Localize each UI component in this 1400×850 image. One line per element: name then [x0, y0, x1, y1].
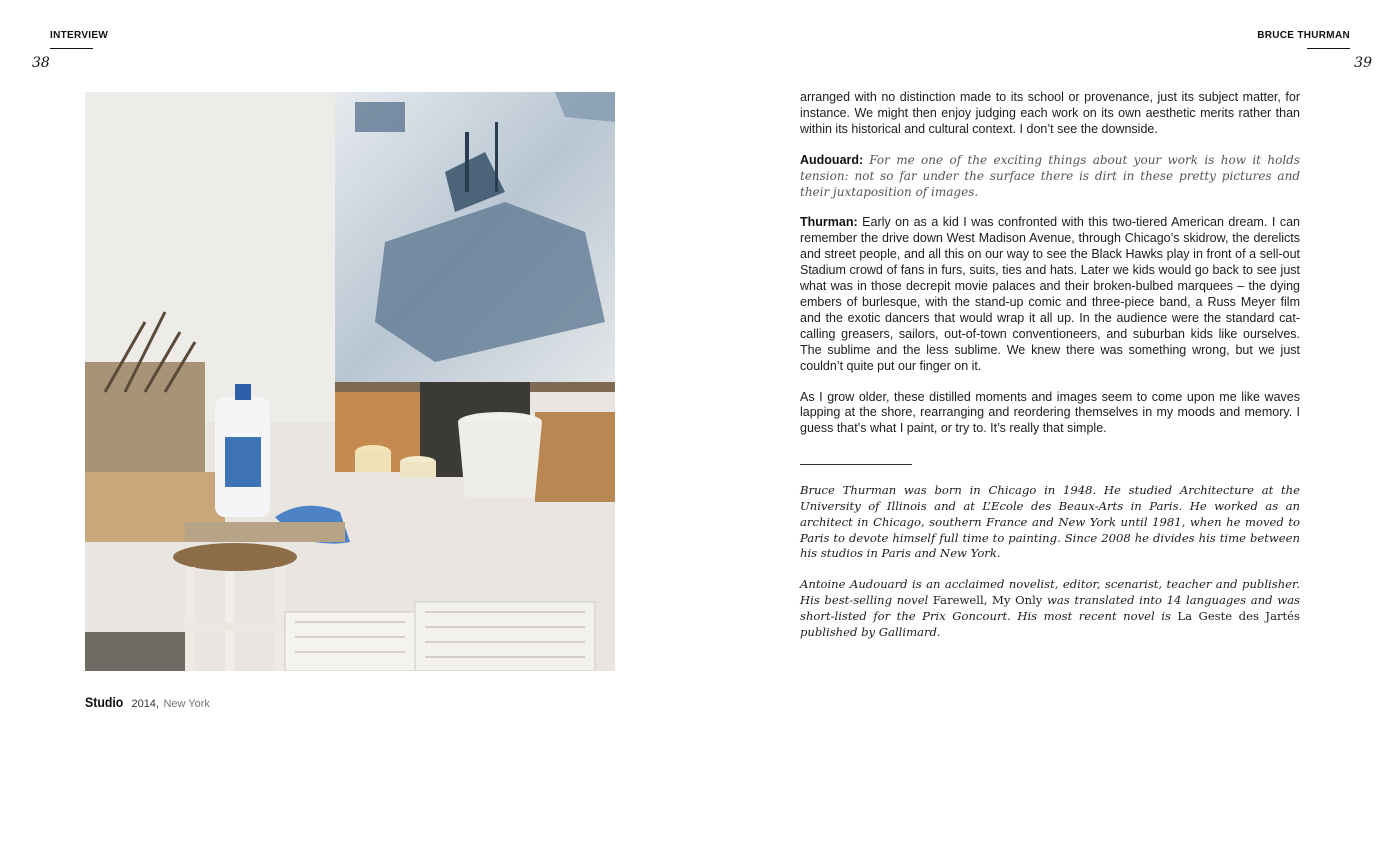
bio-audouard [800, 577, 1300, 640]
article-column [800, 90, 1300, 640]
running-head-left-rule [50, 48, 93, 49]
page-number-right: 39 [1354, 55, 1372, 71]
caption-year: 2014, [131, 698, 159, 710]
running-head-left: INTERVIEW [50, 30, 109, 41]
speaker-audouard: Audouard: [800, 152, 864, 167]
book-title-farewell: Farewell, My Only [932, 593, 1043, 607]
studio-photo-image [85, 92, 615, 671]
running-head-right: BRUCE THURMAN [1257, 30, 1350, 41]
question-paragraph [800, 153, 1300, 201]
photo-caption [85, 694, 210, 712]
running-head-right-rule [1307, 48, 1350, 49]
answer-paragraph [800, 215, 1300, 374]
bio-audouard-part2: was translated into 14 languages and was short-listed for the Prix Goncourt. His most recent novel is [800, 593, 1301, 623]
paragraph-closing: As I grow older, these distilled moments and images seem to come upon me like waves lapping at the shore, rearranging and reordering themselves in my moods and memory. I guess that’s what I paint, or try to. It’s really that simple. [800, 389, 1300, 436]
book-title-la-geste: La Geste des Jartés [1177, 608, 1300, 623]
paragraph-intro: arranged with no distinction made to its school or provenance, just its subject matter, for instance. We might then enjoy judging each work on its own aesthetic merits rather than within its historical and cultural context. I don’t see the downside. [800, 90, 1300, 136]
bio-divider [800, 464, 912, 465]
page-number-left: 38 [32, 55, 50, 71]
bio-audouard-part1: Antoine Audouard is an acclaimed novelist, editor, scenarist, teacher and publisher. His best-selling novel [800, 577, 1300, 607]
bio-thurman: Bruce Thurman was born in Chicago in 1948. He studied Architecture at the University of Illinois and at L’Ecole des Beaux-Arts in Paris. He worked as an architect in Chicago, southern France and New York until 1981, when he moved to Paris to devote himself full time to painting. Since 2008 he divides his time between his studios in Paris and New York. [800, 483, 1300, 561]
bio-audouard-part3: published by Gallimard. [800, 624, 941, 639]
caption-place: New York [163, 698, 210, 710]
caption-title: Studio [85, 694, 124, 710]
speaker-thurman: Thurman: [800, 215, 858, 230]
answer-text: Early on as a kid I was confronted with this two-tiered American dream. I can remember the drive down West Madison Avenue, through Chicago’s skidrow, the derelicts and street people, and all this on our way to see the Black Hawks play in front of a sell-out Stadium crowd of fans in furs, suits, ties and hats. Later we kids would go back to see just what was in those decrepit movie palaces and their broken-bulbed marquees – the dying embers of burlesque, with the stand-up comic and three-piece band, a Russ Meyer film and the exotic dancers that would wrap it all up. In the audience were the standard cat-calling greasers, sailors, out-of-town conventioneers, and suburban kids like ourselves. The sublime and the less sublime. We knew there was something wrong, but we just couldn’t quite put our finger on it. [800, 215, 1300, 373]
question-text: For me one of the exciting things about your work is how it holds tension: not so far under the surface there is dirt in these pretty pictures and their juxtaposition of images. [800, 152, 1300, 199]
studio-photo [85, 92, 615, 671]
